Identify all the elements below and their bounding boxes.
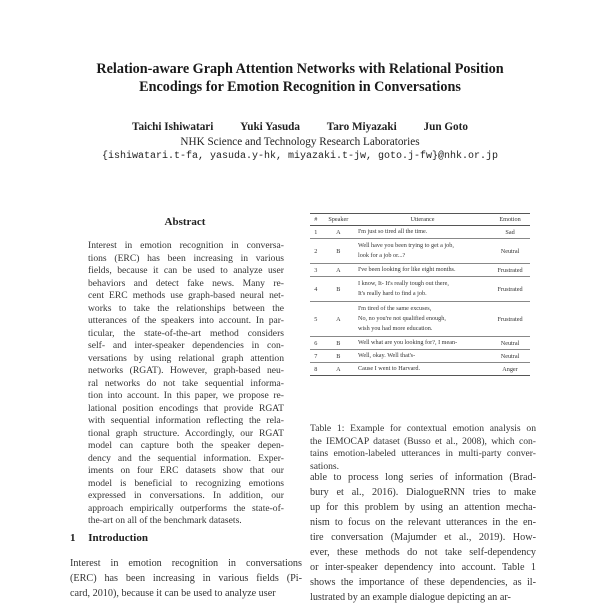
body-line: up for this problem by using an attention mecha-: [310, 502, 536, 513]
emotion-example-table: [310, 213, 530, 376]
table-caption: [310, 423, 536, 473]
body-line: able to process long series of information (Brad-: [310, 472, 536, 483]
row-id-cell: 3: [310, 264, 322, 277]
table-header-row: [310, 214, 530, 226]
abstract-line: works to take the relationships between the: [88, 302, 284, 314]
intro-line: card, 2010), because it can be used to analyze user: [70, 588, 276, 599]
abstract-line: cent ERC methods use graph-based neural net-: [88, 290, 284, 301]
utterance-cell: [355, 277, 490, 302]
paper-title: [40, 60, 560, 96]
abstract-line: utterances of the speakers into account. In par-: [88, 315, 284, 326]
author-emails: {ishiwatari.t-fa, yasuda.y-hk, miyazaki.t-jw, goto.j-fw}@nhk.or.jp: [101, 151, 499, 162]
table-row: [310, 363, 530, 376]
abstract-line: versations by using relational graph attention: [88, 352, 284, 364]
abstract-line: self- and inter-speaker dependencies in con-: [88, 340, 284, 351]
abstract-line: behaviors and detect fake news. Many re-: [88, 277, 284, 289]
body-line: or inter-speaker dependency into account. Table 1: [310, 562, 536, 573]
body-line: bury et al., 2016). DialogueRNN tries to make: [310, 487, 536, 498]
table-row: [310, 277, 530, 302]
utterance-line: wish you had more education.: [357, 325, 433, 332]
utterance-line: I'm tired of the same excuses,: [357, 305, 432, 312]
abstract-line: tions (ERC) has been increasing in various: [88, 252, 284, 264]
emotion-cell: Neutral: [490, 239, 530, 264]
abstract-line: approach empirically outperforms the state-of-: [88, 502, 284, 514]
right-column-body: [310, 470, 536, 605]
intro-line: (ERC) has been increasing in various fields (Pi-: [70, 573, 302, 584]
utterance-cell: [355, 363, 490, 376]
emotion-cell: Neutral: [490, 337, 530, 350]
speaker-cell: A: [322, 363, 355, 376]
abstract-line: ticular, the state-of-the-art method considers: [88, 327, 284, 339]
section-number: 1: [70, 532, 76, 544]
row-id-cell: 1: [310, 226, 322, 239]
speaker-cell: B: [322, 337, 355, 350]
abstract-line: expressed in conversations. In addition, our: [88, 490, 284, 501]
abstract-line: iments on four ERC datasets show that our: [88, 465, 284, 476]
speaker-cell: A: [322, 264, 355, 277]
affiliation: NHK Science and Technology Research Laboratories: [180, 136, 420, 148]
utterance-cell: [355, 302, 490, 337]
emotion-cell: Neutral: [490, 350, 530, 363]
abstract-line: model is beneficial to recognizing emotions: [88, 477, 284, 489]
body-line: nism to focus on the relevant utterances in the en-: [310, 517, 536, 528]
caption-line: Table 1: Example for contextual emotion analysis on: [310, 423, 536, 434]
title-line-1: Relation-aware Graph Attention Networks with Relational Position: [96, 61, 504, 77]
author-name: Jun Goto: [423, 121, 468, 133]
table-row: [310, 302, 530, 337]
speaker-cell: A: [322, 226, 355, 239]
utterance-line: No, no you're not qualified enough,: [357, 315, 446, 322]
utterance-cell: [355, 350, 490, 363]
table-row: [310, 226, 530, 239]
utterance-cell: [355, 264, 490, 277]
abstract-line: networks (RGAT). However, graph-based neu-: [88, 365, 284, 376]
speaker-cell: B: [322, 239, 355, 264]
table-row: [310, 264, 530, 277]
col-header-id: #: [310, 214, 322, 226]
abstract-line: model can capture both the speaker depen-: [88, 440, 284, 451]
caption-line: tains emotion-labeled utterances in multi-party conver-: [310, 448, 536, 459]
introduction-body: [70, 556, 302, 601]
abstract-body: [88, 240, 284, 528]
utterance-line: I know, It- It's really tough out there,: [357, 280, 449, 287]
utterance-cell: [355, 226, 490, 239]
utterance-line: I've been looking for like eight months.: [357, 266, 456, 273]
utterance-line: Well have you been trying to get a job,: [357, 242, 454, 249]
abstract-line: fields, because it can be used to analyze user: [88, 265, 284, 276]
author-name: Taro Miyazaki: [326, 121, 397, 133]
row-id-cell: 2: [310, 239, 322, 264]
utterance-line: I'm just so tired all the time.: [357, 228, 428, 235]
row-id-cell: 6: [310, 337, 322, 350]
table-row: [310, 350, 530, 363]
caption-line: sations.: [310, 460, 340, 472]
abstract-line: lational position encodings that provide RGAT: [88, 402, 284, 414]
table-body: [310, 226, 530, 376]
row-id-cell: 7: [310, 350, 322, 363]
col-header-utterance: Utterance: [355, 214, 490, 226]
emotion-cell: Frustrated: [490, 277, 530, 302]
utterance-cell: [355, 239, 490, 264]
emotion-cell: Anger: [490, 363, 530, 376]
abstract-line: Interest in emotion recognition in conversa-: [88, 240, 284, 251]
body-line: lustrated by an example dialogue depicting an ar-: [310, 592, 511, 603]
body-line: shows the importance of these dependencies, as il-: [310, 577, 536, 588]
speaker-cell: A: [322, 302, 355, 337]
author-name: Taichi Ishiwatari: [132, 121, 214, 133]
row-id-cell: 5: [310, 302, 322, 337]
speaker-cell: B: [322, 350, 355, 363]
emotion-cell: Sad: [490, 226, 530, 239]
row-id-cell: 8: [310, 363, 322, 376]
emotion-cell: Frustrated: [490, 302, 530, 337]
section-title: Introduction: [88, 532, 148, 544]
abstract-heading: Abstract: [164, 216, 206, 228]
caption-line: the IEMOCAP dataset (Busso et al., 2008), which con-: [310, 435, 536, 447]
utterance-line: look for a job or...?: [357, 252, 406, 259]
utterance-line: It's really hard to find a job.: [357, 290, 427, 297]
emotion-cell: Frustrated: [490, 264, 530, 277]
utterance-line: Cause I went to Harvard.: [357, 365, 421, 372]
table-row: [310, 337, 530, 350]
row-id-cell: 4: [310, 277, 322, 302]
abstract-line: ral networks do not take sequential informa-: [88, 377, 284, 389]
title-line-2: Encodings for Emotion Recognition in Conversations: [139, 79, 461, 95]
abstract-line: the-art on all of the benchmark datasets.: [88, 515, 242, 526]
abstract-line: tion into account. In this paper, we propose re-: [88, 390, 284, 401]
body-line: tire conversation (Majumder et al., 2019). How-: [310, 532, 536, 543]
author-name: Yuki Yasuda: [240, 121, 300, 133]
author-list: [40, 120, 560, 134]
utterance-line: Well what are you looking for?, I mean-: [357, 339, 458, 346]
utterance-line: Well, okay. Well that's-: [357, 352, 416, 359]
abstract-line: with sequential information reflecting the rela-: [88, 415, 284, 426]
abstract-line: tional graph structure. Accordingly, our RGAT: [88, 427, 284, 439]
intro-line: Interest in emotion recognition in conversations: [70, 558, 302, 569]
col-header-speaker: Speaker: [322, 214, 355, 226]
body-line: ever, these methods do not take self-dependency: [310, 547, 536, 558]
speaker-cell: B: [322, 277, 355, 302]
table-row: [310, 239, 530, 264]
abstract-line: dency and the sequential information. Exper-: [88, 452, 284, 464]
section-heading: [70, 532, 148, 544]
col-header-emotion: Emotion: [490, 214, 530, 226]
utterance-cell: [355, 337, 490, 350]
